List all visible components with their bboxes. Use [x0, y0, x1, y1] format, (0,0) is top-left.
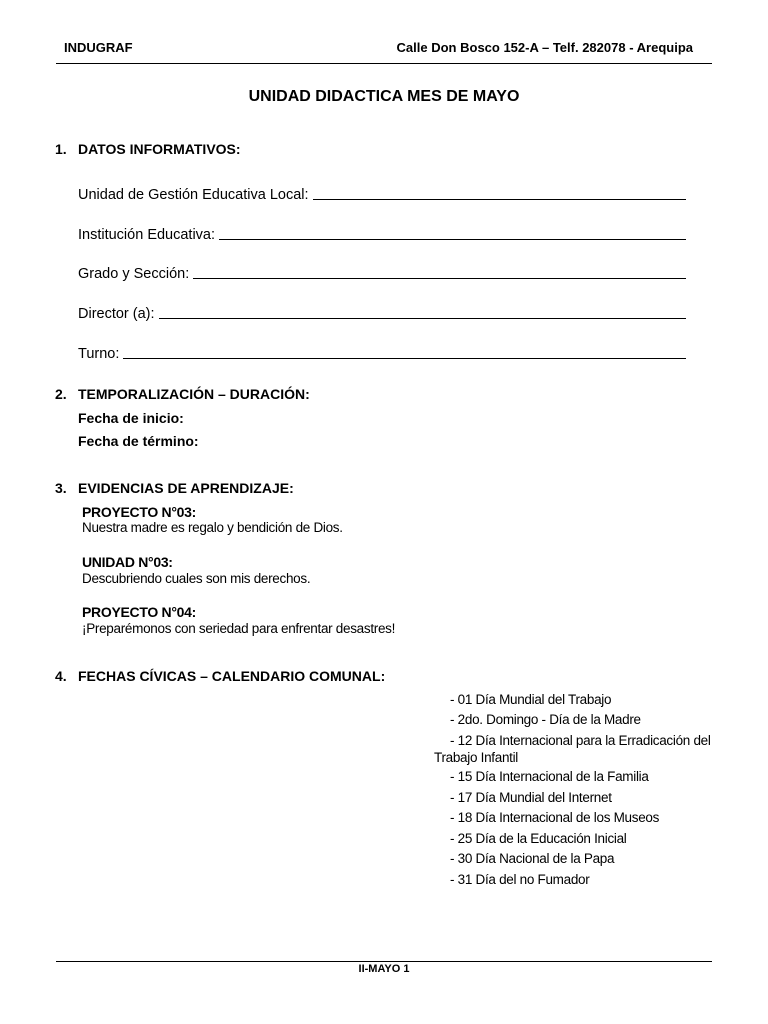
evidencia-heading: PROYECTO N°04:: [82, 604, 196, 620]
fecha-civica-item: - 2do. Domingo - Día de la Madre: [450, 712, 641, 727]
section-title: EVIDENCIAS DE APRENDIZAJE:: [78, 480, 294, 496]
page-footer: II-MAYO 1: [358, 963, 410, 975]
field-grado-seccion: [78, 266, 686, 282]
field-label: Director (a):: [78, 306, 155, 322]
section-title: DATOS INFORMATIVOS:: [78, 141, 241, 157]
fecha-civica-item: - 17 Día Mundial del Internet: [450, 790, 612, 805]
field-ugel: [78, 187, 686, 203]
fecha-civica-item-continuation: Trabajo Infantil: [434, 750, 518, 765]
field-director: [78, 306, 686, 322]
blank-line: [219, 239, 686, 240]
document-title: UNIDAD DIDACTICA MES DE MAYO: [248, 88, 520, 105]
field-label: Institución Educativa:: [78, 227, 216, 243]
fecha-inicio-label: Fecha de inicio:: [78, 410, 184, 426]
header-address: Calle Don Bosco 152-A – Telf. 282078 - Arequipa: [396, 40, 693, 55]
section-1-heading: [55, 141, 241, 157]
section-3-heading: [55, 480, 294, 496]
field-institucion: [78, 227, 686, 243]
fecha-civica-item: - 12 Día Internacional para la Erradicación del: [450, 733, 711, 748]
blank-line: [123, 358, 686, 359]
section-title: FECHAS CÍVICAS – CALENDARIO COMUNAL:: [78, 668, 386, 684]
evidencia-text: ¡Preparémonos con seriedad para enfrentar desastres!: [82, 621, 396, 636]
fecha-civica-item: - 31 Día del no Fumador: [450, 872, 590, 887]
field-turno: [78, 346, 686, 362]
evidencia-text: Nuestra madre es regalo y bendición de Dios.: [82, 520, 343, 535]
section-title: TEMPORALIZACIÓN – DURACIÓN:: [78, 386, 310, 402]
section-number: 2.: [55, 386, 67, 402]
field-label: Unidad de Gestión Educativa Local:: [78, 187, 309, 203]
section-2-heading: [55, 386, 310, 402]
fecha-civica-item: - 01 Día Mundial del Trabajo: [450, 692, 612, 707]
fecha-civica-item: - 15 Día Internacional de la Familia: [450, 769, 649, 784]
section-number: 4.: [55, 668, 67, 684]
header-company: INDUGRAF: [64, 40, 133, 55]
blank-line: [313, 199, 686, 200]
fecha-civica-item: - 25 Día de la Educación Inicial: [450, 831, 627, 846]
section-number: 3.: [55, 480, 67, 496]
evidencia-heading: PROYECTO N°03:: [82, 504, 196, 520]
field-label: Grado y Sección:: [78, 266, 190, 282]
section-4-heading: [55, 668, 385, 684]
field-label: Turno:: [78, 346, 120, 362]
footer-divider: [56, 961, 712, 962]
header-divider: [56, 63, 712, 64]
evidencia-text: Descubriendo cuales son mis derechos.: [82, 571, 311, 586]
blank-line: [159, 318, 686, 319]
fecha-civica-item: - 30 Día Nacional de la Papa: [450, 851, 615, 866]
fecha-civica-item: - 18 Día Internacional de los Museos: [450, 810, 660, 825]
section-number: 1.: [55, 141, 67, 157]
fecha-termino-label: Fecha de término:: [78, 433, 199, 449]
blank-line: [193, 278, 686, 279]
evidencia-heading: UNIDAD N°03:: [82, 554, 173, 570]
